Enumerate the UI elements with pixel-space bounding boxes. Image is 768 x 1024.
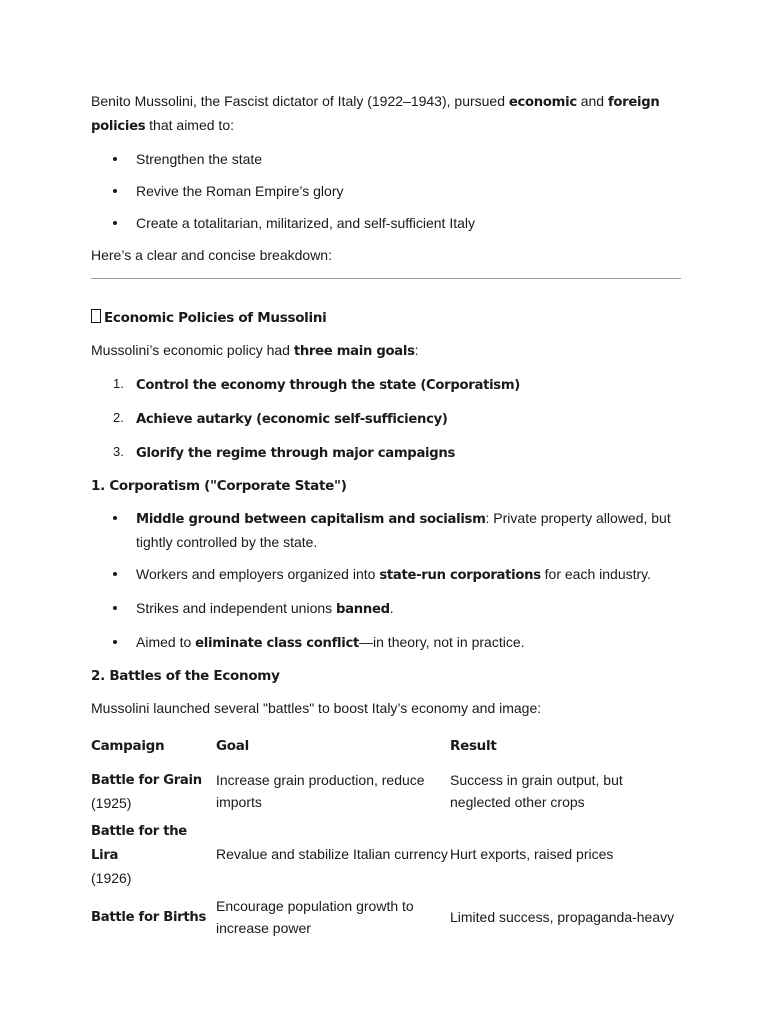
list-number: 1. — [113, 376, 124, 391]
bold-text: banned — [336, 602, 390, 617]
campaign-name: Battle for Grain — [91, 773, 202, 788]
battles-heading: 2. Battles of the Economy — [91, 668, 280, 684]
list-item — [91, 507, 681, 553]
intro-text: that aimed to: — [145, 117, 234, 133]
econ-lead-text: Mussolini’s economic policy had — [91, 342, 294, 358]
result-cell: Success in grain output, but neglected other crops — [450, 772, 623, 810]
list-item: Strengthen the state — [91, 148, 681, 170]
header-result: Result — [450, 738, 497, 754]
econ-lead — [91, 339, 681, 363]
goal-text: Achieve autarky (economic self-sufficiency) — [136, 412, 448, 427]
corporatism-list — [91, 507, 681, 655]
header-campaign: Campaign — [91, 738, 165, 754]
horizontal-divider — [91, 278, 681, 279]
item-text: Workers and employers organized into — [136, 566, 380, 582]
item-text: . — [389, 600, 394, 616]
battles-lead: Mussolini launched several "battles" to boost Italy’s economy and image: — [91, 700, 542, 716]
econ-lead-text: : — [414, 342, 419, 358]
table-row — [91, 889, 681, 945]
item-text: Strikes and independent unions — [136, 600, 337, 616]
campaign-name: Battle for Births — [91, 910, 207, 925]
list-item — [91, 597, 681, 621]
intro-bold-foreign: foreign policies — [91, 95, 660, 134]
document-content — [91, 90, 681, 945]
missing-glyph-icon — [91, 309, 101, 323]
item-text: Aimed to — [136, 634, 196, 650]
table-row — [91, 819, 681, 889]
goal-text: Glorify the regime through major campaigns — [136, 446, 456, 461]
list-number: 3. — [113, 444, 124, 459]
aims-list — [91, 148, 681, 234]
campaign-name: Battle for the Lira — [91, 824, 187, 863]
header-goal: Goal — [216, 738, 249, 754]
bold-text: state-run corporations — [379, 568, 541, 583]
list-item: Create a totalitarian, militarized, and self-sufficient Italy — [91, 212, 681, 234]
econ-heading — [91, 307, 681, 329]
goal-text: Control the economy through the state (Corporatism) — [136, 378, 521, 393]
goal-cell: Encourage population growth to increase power — [216, 898, 414, 936]
item-text: : Private property allowed, but tightly controlled by the state. — [136, 510, 671, 550]
goal-cell: Revalue and stabilize Italian currency — [216, 846, 448, 862]
item-text: for each industry. — [540, 566, 652, 582]
result-cell: Hurt exports, raised prices — [450, 846, 614, 862]
result-cell: Limited success, propaganda-heavy — [450, 909, 675, 925]
campaign-year: (1926) — [91, 870, 132, 886]
battles-table — [91, 729, 681, 945]
list-item — [91, 441, 681, 465]
bold-text: eliminate class conflict — [195, 636, 360, 651]
campaign-cell — [91, 763, 216, 819]
list-item: Revive the Roman Empire’s glory — [91, 180, 681, 202]
corporatism-heading: 1. Corporatism ("Corporate State") — [91, 478, 347, 494]
campaign-year: (1925) — [91, 795, 132, 811]
intro-bold-economic: economic — [508, 95, 577, 110]
bold-text: Middle ground between capitalism and socialism — [136, 512, 486, 527]
intro-text: and — [576, 93, 608, 109]
breakdown-text: Here’s a clear and concise breakdown: — [91, 247, 332, 263]
list-number: 2. — [113, 410, 124, 425]
econ-heading-text: Economic Policies of Mussolini — [104, 310, 327, 326]
list-item — [91, 563, 681, 587]
goals-list — [91, 373, 681, 465]
list-item — [91, 373, 681, 397]
goal-cell: Increase grain production, reduce imports — [216, 772, 425, 810]
list-item — [91, 631, 681, 655]
item-text: —in theory, not in practice. — [359, 634, 525, 650]
intro-text: Benito Mussolini, the Fascist dictator of Italy (1922–1943), pursued — [91, 93, 509, 109]
table-header-row — [91, 729, 681, 763]
list-item — [91, 407, 681, 431]
campaign-cell — [91, 889, 216, 945]
econ-lead-bold: three main goals — [293, 344, 415, 359]
campaign-cell — [91, 819, 216, 889]
table-row — [91, 763, 681, 819]
intro-paragraph — [91, 90, 681, 138]
